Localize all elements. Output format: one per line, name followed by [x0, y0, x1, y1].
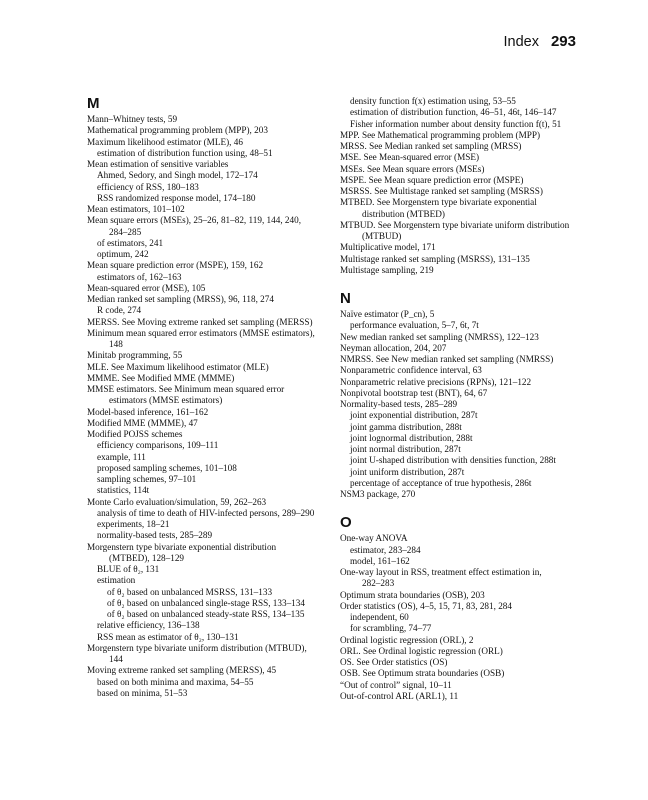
index-entry: proposed sampling schemes, 101–108 — [97, 462, 237, 473]
index-entry: (MTBED), 128–129 — [109, 552, 185, 563]
index-entry: of θ₂ based on unbalanced MSRSS, 131–133 — [107, 586, 273, 597]
index-entry: 284–285 — [109, 226, 142, 237]
index-entry: efficiency of RSS, 180–183 — [97, 181, 199, 192]
index-entry: MSE. See Mean-squared error (MSE) — [340, 152, 480, 163]
index-entry: optimum, 242 — [97, 249, 149, 259]
index-entry: Normality-based tests, 285–289 — [340, 399, 458, 409]
index-entry: estimation of distribution function using, 48–51 — [97, 147, 273, 158]
index-section-letter: M — [87, 95, 100, 112]
index-entry: Minitab programming, 55 — [87, 350, 183, 361]
index-entry: Naïve estimator (P_cn), 5 — [340, 309, 435, 319]
index-entry: RSS mean as estimator of θ₂, 130–131 — [97, 631, 239, 642]
index-entry: joint uniform distribution, 287t — [350, 466, 465, 477]
index-entry: estimators (MMSE estimators) — [109, 395, 223, 406]
index-entry: Order statistics (OS), 4–5, 15, 71, 83, 281, 284 — [340, 600, 512, 611]
index-entry: MMSE estimators. See Minimum mean squared error — [87, 384, 285, 394]
index-entry: estimators of, 162–163 — [97, 271, 182, 282]
index-entry: joint lognormal distribution, 288t — [350, 432, 473, 443]
index-entry: Ahmed, Sedory, and Singh model, 172–174 — [97, 170, 258, 181]
page-header — [503, 33, 576, 50]
index-entry: estimation of distribution function, 46–51, 46t, 146–147 — [350, 107, 557, 118]
index-entry: One-way layout in RSS, treatment effect estimation in, — [340, 567, 542, 577]
index-entry: Mean estimators, 101–102 — [87, 204, 185, 214]
index-entry: joint normal distribution, 287t — [350, 444, 461, 454]
index-entry: percentage of acceptance of true hypothesis, 286t — [350, 477, 532, 488]
index-entry: Modified POJSS schemes — [87, 429, 183, 439]
section-spacer — [340, 500, 585, 514]
index-entry: One-way ANOVA — [340, 533, 408, 544]
index-entry: Optimum strata boundaries (OSB), 203 — [340, 589, 485, 600]
index-entry: of θ₂ based on unbalanced steady-state RSS, 134–135 — [107, 609, 305, 619]
index-entry: Mean square prediction error (MSPE), 159, 162 — [87, 260, 264, 271]
index-entry: Neyman allocation, 204, 207 — [340, 342, 447, 353]
index-entry: Ordinal logistic regression (ORL), 2 — [340, 634, 474, 645]
index-entry: Mathematical programming problem (MPP), 203 — [87, 125, 268, 136]
page-number: 293 — [550, 33, 576, 50]
index-entry: Moving extreme ranked set sampling (MERSS), 45 — [87, 665, 277, 676]
index-entry: distribution (MTBED) — [362, 208, 445, 219]
index-entry: MTBUD. See Morgenstern type bivariate uniform distribution — [340, 219, 570, 230]
index-entry: Nonparametric confidence interval, 63 — [340, 365, 482, 376]
index-entry: BLUE of θ₂, 131 — [97, 564, 160, 574]
index-entry: 144 — [109, 654, 123, 664]
index-entry: performance evaluation, 5–7, 6t, 7t — [350, 320, 479, 331]
index-entry: Mean-squared error (MSE), 105 — [87, 282, 206, 293]
index-entry: MTBED. See Morgenstern type bivariate exponential — [340, 197, 537, 208]
index-entry: Mann–Whitney tests, 59 — [87, 114, 178, 124]
index-entry: Monte Carlo evaluation/simulation, 59, 262–263 — [87, 496, 267, 507]
index-entry: MRSS. See Median ranked set sampling (MRSS) — [340, 141, 522, 151]
index-entry: ORL. See Ordinal logistic regression (ORL) — [340, 645, 503, 656]
index-entry: Nonparametric relative precisions (RPNs), 121–122 — [340, 376, 532, 387]
index-entry: OSB. See Optimum strata boundaries (OSB) — [340, 668, 505, 679]
index-entry: MMME. See Modified MME (MMME) — [87, 372, 235, 383]
index-entry: Maximum likelihood estimator (MLE), 46 — [87, 136, 243, 147]
index-entry: Morgenstern type bivariate exponential distribution — [87, 541, 277, 552]
index-entry: experiments, 18–21 — [97, 519, 170, 529]
index-entry: density function f(x) estimation using, 53–55 — [350, 96, 516, 106]
index-entry: MSEs. See Mean square errors (MSEs) — [340, 163, 485, 174]
index-entry: estimator, 283–284 — [350, 544, 421, 555]
index-entry: Modified MME (MMME), 47 — [87, 417, 198, 428]
index-entry: New median ranked set sampling (NMRSS), 122–123 — [340, 331, 539, 342]
index-entry: Model-based inference, 161–162 — [87, 406, 209, 417]
index-entry: R code, 274 — [97, 305, 142, 316]
index-entry: “Out of control” signal, 10–11 — [340, 679, 452, 690]
index-entry: Morgenstern type bivariate uniform distribution (MTBUD), — [87, 642, 307, 653]
index-entry: normality-based tests, 285–289 — [97, 530, 213, 541]
index-entry: 148 — [109, 339, 123, 349]
index-entry: model, 161–162 — [350, 555, 410, 566]
index-entry: Multistage ranked set sampling (MSRSS), 131–135 — [340, 253, 530, 264]
index-entry: RSS randomized response model, 174–180 — [97, 192, 256, 203]
index-entry: NSM3 package, 270 — [340, 489, 416, 499]
section-title: Index — [503, 34, 539, 50]
index-entry: MPP. See Mathematical programming problem (MPP) — [340, 129, 541, 140]
index-section-letter: O — [340, 514, 352, 532]
index-entry: analysis of time to death of HIV-infected persons, 289–290 — [97, 507, 315, 518]
index-entry: joint U-shaped distribution with densities function, 288t — [350, 455, 556, 466]
index-column-left — [87, 95, 337, 699]
index-entry: joint gamma distribution, 288t — [350, 421, 462, 432]
index-entry: 282–283 — [362, 578, 395, 589]
index-entry: estimation — [97, 575, 136, 586]
index-entry: of θ₂ based on unbalanced single-stage RSS, 133–134 — [107, 597, 305, 608]
index-entry: statistics, 114t — [97, 485, 150, 496]
index-entry: independent, 60 — [350, 612, 409, 622]
index-entry: OS. See Order statistics (OS) — [340, 657, 448, 667]
index-entry: Mean estimation of sensitive variables — [87, 159, 229, 169]
index-entry: Nonpivotal bootstrap test (BNT), 64, 67 — [340, 387, 488, 398]
index-entry: Minimum mean squared error estimators (MMSE estimators), — [87, 327, 315, 338]
index-entry: NMRSS. See New median ranked set sampling (NMRSS) — [340, 354, 554, 364]
index-entry: example, 111 — [97, 451, 146, 462]
index-entry: Fisher information number about density function f(t), 51 — [350, 118, 562, 129]
section-spacer — [340, 276, 585, 290]
index-column-right — [340, 96, 585, 702]
index-entry: joint exponential distribution, 287t — [350, 410, 478, 421]
index-entry: relative efficiency, 136–138 — [97, 620, 200, 631]
index-entry: Mean square errors (MSEs), 25–26, 81–82, 119, 144, 240, — [87, 215, 302, 226]
index-entry: (MTBUD) — [362, 231, 402, 241]
index-entry: Multiplicative model, 171 — [340, 242, 436, 253]
index-entry: Median ranked set sampling (MRSS), 96, 118, 274 — [87, 294, 274, 304]
index-entry: based on minima, 51–53 — [97, 687, 188, 698]
index-entry: MSPE. See Mean square prediction error (MSPE) — [340, 174, 524, 185]
index-entry: for scrambling, 74–77 — [350, 623, 432, 634]
index-entry: of estimators, 241 — [97, 237, 164, 248]
index-section-letter: N — [340, 290, 351, 307]
index-entry: efficiency comparisons, 109–111 — [97, 440, 219, 451]
index-entry: Multistage sampling, 219 — [340, 264, 434, 275]
index-entry: sampling schemes, 97–101 — [97, 474, 197, 484]
index-entry: Out-of-control ARL (ARL1), 11 — [340, 690, 459, 701]
index-entry: MERSS. See Moving extreme ranked set sampling (MERSS) — [87, 316, 313, 327]
index-entry: based on both minima and maxima, 54–55 — [97, 676, 254, 687]
index-entry: MSRSS. See Multistage ranked set sampling (MSRSS) — [340, 186, 543, 196]
index-entry: MLE. See Maximum likelihood estimator (MLE) — [87, 361, 269, 372]
